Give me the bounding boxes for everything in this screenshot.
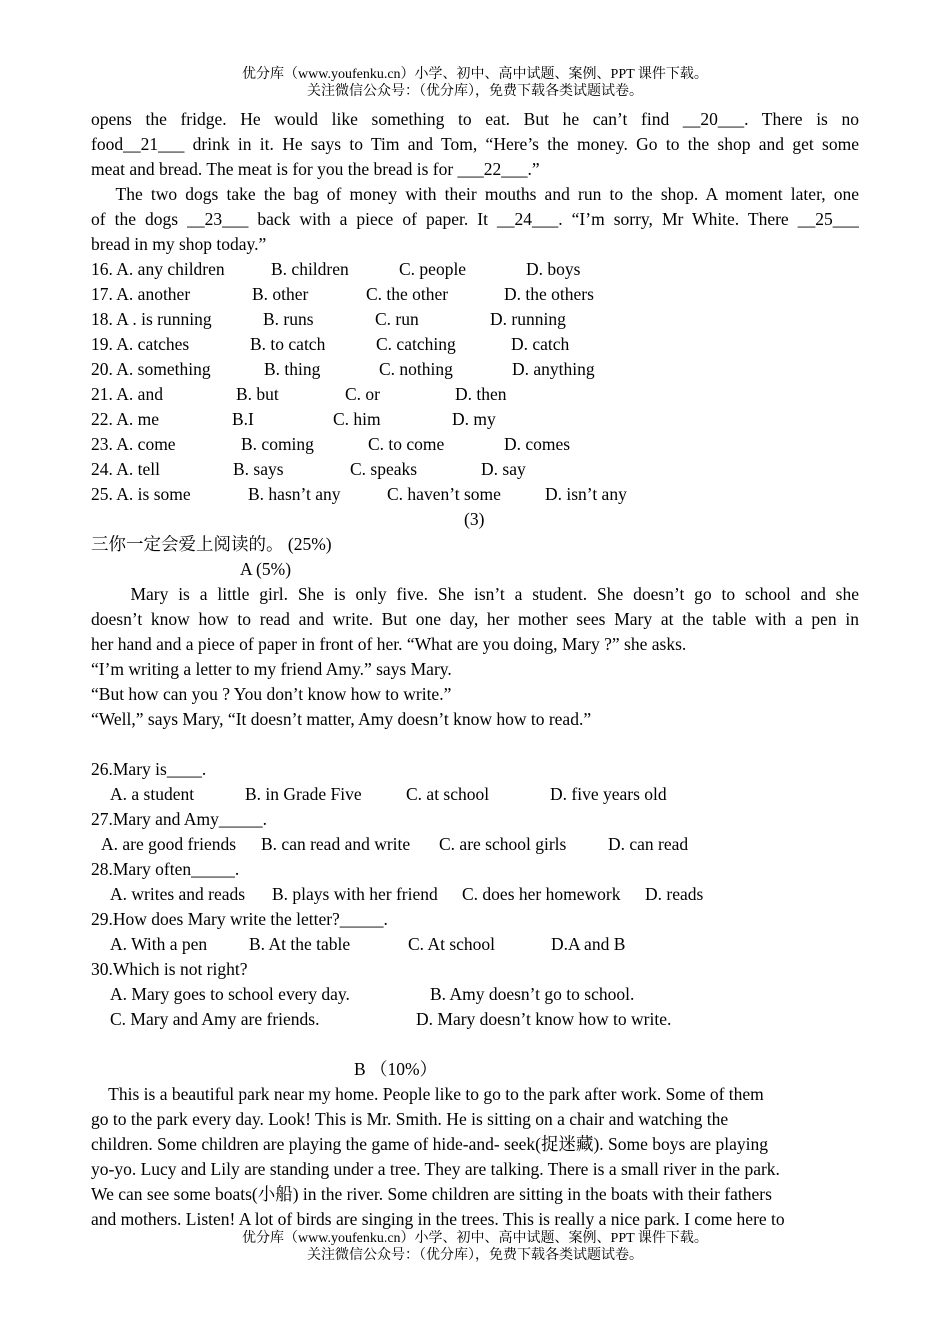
option-b: B. says (233, 459, 284, 479)
passage-line: The two dogs take the bag of money with their mouths and run to the shop. A moment later, one (91, 184, 859, 204)
question-29-stem: 29.How does Mary write the letter?_____. (91, 909, 388, 929)
passage-a-line: “But how can you ? You don’t know how to write.” (91, 684, 452, 704)
question-29-options (91, 932, 859, 957)
passage-a-line: “I’m writing a letter to my friend Amy.” says Mary. (91, 659, 452, 679)
question-stem: 20. A. something (91, 359, 211, 379)
option-d: D. catch (511, 334, 570, 354)
question-stem: 25. A. is some (91, 484, 191, 504)
page-footer (0, 1230, 950, 1264)
option-d: D. then (455, 384, 507, 404)
option-b: B. plays with her friend (272, 884, 438, 904)
question-24 (91, 457, 859, 482)
option-d: D. anything (512, 359, 595, 379)
passage-line: meat and bread. The meat is for you the bread is for ___22___.” (91, 159, 540, 179)
page-number-row (91, 507, 859, 532)
option-b: B. but (236, 384, 279, 404)
page-header (0, 66, 950, 100)
option-b: B. hasn’t any (248, 484, 341, 504)
passage-b-line: This is a beautiful park near my home. People like to go to the park after work. Some of them (91, 1084, 764, 1104)
option-b: B. in Grade Five (245, 784, 362, 804)
option-c: C. Mary and Amy are friends. (110, 1009, 320, 1029)
passage-a-line: “Well,” says Mary, “It doesn’t matter, Amy doesn’t know how to read.” (91, 709, 592, 729)
header-line-1: 优分库（www.youfenku.cn）小学、初中、高中试题、案例、PPT 课件下载。 (242, 67, 708, 82)
document-body (91, 107, 859, 1232)
option-b: B. can read and write (261, 834, 411, 854)
passage-line: food__21___ drink in it. He says to Tim and Tom, “Here’s the money. Go to the shop and get some (91, 134, 859, 154)
passage-b-line: and mothers. Listen! A lot of birds are singing in the trees. This is really a nice park. I come here to (91, 1209, 785, 1229)
question-stem: 18. A . is running (91, 309, 212, 329)
option-d: D. my (452, 409, 496, 429)
option-b: B. At the table (249, 934, 351, 954)
question-22 (91, 407, 859, 432)
option-c: C. speaks (350, 459, 418, 479)
passage-a-line: her hand and a piece of paper in front of her. “What are you doing, Mary ?” she asks. (91, 634, 687, 654)
option-c: C. to come (368, 434, 445, 454)
option-c: C. At school (408, 934, 496, 954)
passage-b-line: children. Some children are playing the game of hide-and- seek(捉迷藏). Some boys are playing (91, 1134, 768, 1154)
option-c: C. the other (366, 284, 449, 304)
question-26-options (91, 782, 859, 807)
option-b: B. coming (241, 434, 314, 454)
question-stem: 23. A. come (91, 434, 176, 454)
passage-line: of the dogs __23___ back with a piece of paper. It __24___. “I’m sorry, Mr White. There __25___ (91, 209, 859, 229)
section-title: 三你一定会爱上阅读的。 (25%) (91, 534, 332, 554)
question-stem: 17. A. another (91, 284, 191, 304)
question-28-stem: 28.Mary often_____. (91, 859, 240, 879)
part-b-title-row (91, 1057, 859, 1082)
option-d: D. reads (645, 884, 704, 904)
question-16 (91, 257, 859, 282)
question-stem: 21. A. and (91, 384, 163, 404)
option-d: D. boys (526, 259, 581, 279)
option-c: C. are school girls (439, 834, 567, 854)
option-c: C. catching (376, 334, 456, 354)
option-b: B. thing (264, 359, 321, 379)
passage-b-line: go to the park every day. Look! This is Mr. Smith. He is sitting on a chair and watching the (91, 1109, 729, 1129)
option-b: B. to catch (250, 334, 326, 354)
question-stem: 16. A. any children (91, 259, 225, 279)
option-d: D. running (490, 309, 566, 329)
option-b: B. Amy doesn’t go to school. (430, 984, 635, 1004)
question-21 (91, 382, 859, 407)
question-27-options (91, 832, 859, 857)
question-stem: 19. A. catches (91, 334, 190, 354)
passage-b-line: We can see some boats(小船) in the river. Some children are sitting in the boats with their fathers (91, 1184, 772, 1204)
question-stem: 22. A. me (91, 409, 160, 429)
question-18 (91, 307, 859, 332)
question-26-stem: 26.Mary is____. (91, 759, 207, 779)
option-d: D. isn’t any (545, 484, 627, 504)
option-c: C. does her homework (462, 884, 621, 904)
page-number: (3) (464, 509, 485, 529)
part-a-title: A (5%) (240, 559, 292, 579)
option-d: D. five years old (550, 784, 667, 804)
question-23 (91, 432, 859, 457)
question-27-stem: 27.Mary and Amy_____. (91, 809, 267, 829)
question-17 (91, 282, 859, 307)
option-d: D. the others (504, 284, 594, 304)
question-20 (91, 357, 859, 382)
footer-line-1: 优分库（www.youfenku.cn）小学、初中、高中试题、案例、PPT 课件下载。 (242, 1231, 708, 1246)
option-a: A. writes and reads (110, 884, 246, 904)
option-b: B. children (271, 259, 349, 279)
question-stem: 24. A. tell (91, 459, 161, 479)
passage-a-line: Mary is a little girl. She is only five. She isn’t a student. She doesn’t go to school and she (91, 584, 859, 604)
passage-a-line: doesn’t know how to read and write. But one day, her mother sees Mary at the table with a pen in (91, 609, 859, 629)
option-a: A. With a pen (110, 934, 208, 954)
passage-line: opens the fridge. He would like something to eat. But he can’t find __20___. There is no (91, 109, 859, 129)
question-30-stem: 30.Which is not right? (91, 959, 248, 979)
passage-line: bread in my shop today.” (91, 234, 267, 254)
question-28-options (91, 882, 859, 907)
option-d: D. comes (504, 434, 571, 454)
option-c: C. or (345, 384, 380, 404)
option-c: C. at school (406, 784, 490, 804)
option-b: B. runs (263, 309, 314, 329)
option-c: C. nothing (379, 359, 453, 379)
option-c: C. haven’t some (387, 484, 501, 504)
question-30-options-cd (91, 1007, 859, 1032)
option-c: C. run (375, 309, 419, 329)
passage-b-line: yo-yo. Lucy and Lily are standing under a tree. They are talking. There is a small river in the park. (91, 1159, 780, 1179)
question-30-options-ab (91, 982, 859, 1007)
question-25 (91, 482, 859, 507)
footer-line-2: 关注微信公众号：（优分库），免费下载各类试题试卷。 (307, 1248, 643, 1263)
option-a: A. are good friends (101, 834, 237, 854)
option-d: D.A and B (551, 934, 626, 954)
option-d: D. can read (608, 834, 689, 854)
part-b-title: B （10%） (354, 1059, 438, 1079)
part-a-title-row (91, 557, 859, 582)
option-d: D. Mary doesn’t know how to write. (416, 1009, 672, 1029)
question-19 (91, 332, 859, 357)
option-c: C. people (399, 259, 467, 279)
option-a: A. Mary goes to school every day. (110, 984, 350, 1004)
header-line-2: 关注微信公众号：（优分库），免费下载各类试题试卷。 (307, 84, 643, 99)
option-b: B.I (232, 409, 254, 429)
option-a: A. a student (110, 784, 195, 804)
option-c: C. him (333, 409, 381, 429)
option-d: D. say (481, 459, 526, 479)
option-b: B. other (252, 284, 309, 304)
